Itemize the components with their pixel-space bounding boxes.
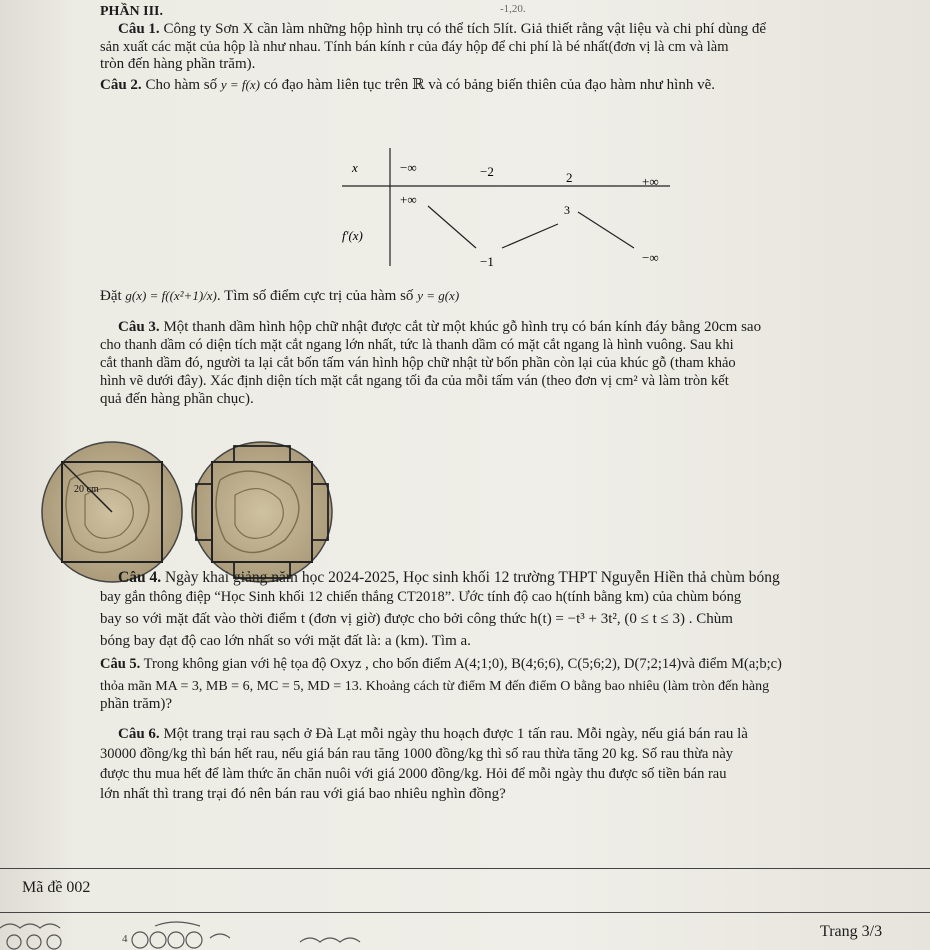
x-val-neg-inf: −∞ (400, 160, 417, 175)
q3-line-2: cho thanh dầm có diện tích mặt cắt ngang lớn nhất, tức là thanh dầm có mặt cắt ngang là hình vuông. Sau khi (100, 337, 734, 353)
q3-line-3: cắt thanh dầm đó, người ta lại cắt bốn tấm ván hình hộp chữ nhật từ bốn phần còn lại của khúc gỗ (tham khảo (100, 355, 736, 371)
q5-line-1: Câu 5. Trong không gian với hệ tọa độ Oxyz , cho bốn điểm A(4;1;0), B(4;6;6), C(5;6;2), D(7;2;14)và điểm M(a;b;c) (100, 656, 782, 672)
corner-note: -1,20. (500, 3, 526, 15)
q5-line-3: phần trăm)? (100, 696, 173, 712)
q4-line-1: Câu 4. Ngày khai giảng năm học 2024-2025, Học sinh khối 12 trường THPT Nguyễn Hiền thả chùm bóng (118, 569, 780, 586)
q2-line: Câu 2. Cho hàm số y = f(x) có đạo hàm liên tục trên ℝ và có bảng biến thiên của đạo hàm như hình vẽ. (100, 77, 715, 93)
q4-line-3: bay so với mặt đất vào thời điểm t (đơn vị giờ) được cho bởi công thức h(t) = −t³ + 3t², (0 ≤ t ≤ 3) . Chùm (100, 611, 733, 627)
q5-line-2: thỏa mãn MA = 3, MB = 6, MC = 5, MD = 13. Khoảng cách từ điểm M đến điểm O bằng bao nhiêu (làm tròn đến hàng (100, 679, 770, 694)
section-header: PHẦN III. (100, 4, 164, 19)
wood-log-figure-left (40, 440, 185, 585)
exam-code: Mã đề 002 (22, 879, 91, 896)
x-val-pos-inf: +∞ (642, 174, 659, 189)
q6-line-3: được thu mua hết để làm thức ăn chăn nuôi với giá 2000 đồng/kg. Hỏi để mỗi ngày thu được số tiền bán rau (100, 766, 727, 782)
f-val-3: 3 (564, 203, 570, 217)
q1-line-1: Câu 1. Công ty Sơn X cần làm những hộp hình trụ có thể tích 5lít. Giả thiết rằng vật liệu và chi phí dùng để (118, 21, 767, 37)
q1-line-2: sản xuất các mặt của hộp là như nhau. Tính bán kính r của đáy hộp để chi phí là bé nhất(đơn vị là cm và làm (100, 39, 729, 55)
q6-line-1: Câu 6. Một trang trại rau sạch ở Đà Lạt mỗi ngày thu hoạch được 1 tấn rau. Mỗi ngày, nếu giá bán rau là (118, 726, 748, 742)
x-val-neg2: −2 (480, 164, 494, 179)
q3-line-1: Câu 3. Một thanh dầm hình hộp chữ nhật được cắt từ một khúc gỗ hình trụ có bán kính đáy bằng 20cm sao (118, 319, 762, 335)
q1-line-3: tròn đến hàng phần trăm). (100, 56, 256, 72)
footer-rule-top (0, 868, 930, 869)
arrow-increasing (502, 224, 558, 248)
footer-rule-bottom (0, 912, 930, 913)
table-x-label: x (352, 160, 358, 175)
q3-line-5: quả đến hàng phần chục). (100, 391, 254, 407)
f-val-neg1: −1 (480, 254, 494, 269)
f-val-pos-inf: +∞ (400, 192, 417, 207)
radius-label: 20 cm (74, 484, 99, 495)
q3-line-4: hình vẽ dưới đây). Xác định diện tích mặt cắt ngang tối đa của mỗi tấm ván (theo đơn vị cm² và làm tròn kết (100, 373, 729, 389)
scribble-number: 4 (122, 933, 128, 945)
wood-log-figure-right (190, 440, 335, 585)
q4-line-2: bay gắn thông điệp “Học Sinh khối 12 chiến thắng CT2018”. Ước tính độ cao h(tính bằng km) của chùm bóng (100, 589, 742, 605)
derivative-variation-table (330, 148, 680, 273)
x-val-2: 2 (566, 170, 573, 185)
page-number: Trang 3/3 (820, 923, 883, 940)
pen-doodles (0, 918, 420, 950)
arrow-decreasing-2 (578, 212, 634, 248)
arrow-decreasing-1 (428, 206, 476, 248)
q4-line-4: bóng bay đạt độ cao lớn nhất so với mặt đất là: a (km). Tìm a. (100, 633, 471, 649)
table-fprime-label: f′(x) (342, 228, 363, 243)
f-val-neg-inf: −∞ (642, 250, 659, 265)
q2-question-line: Đặt g(x) = f((x²+1)/x). Tìm số điểm cực trị của hàm số y = g(x) (100, 288, 460, 304)
q6-line-2: 30000 đồng/kg thì bán hết rau, nếu giá bán rau tăng 1000 đồng/kg thì số rau thừa tăng 20 kg. Số rau thừa này (100, 746, 734, 762)
q6-line-4: lớn nhất thì trang trại đó nên bán rau với giá bao nhiêu nghìn đồng? (100, 786, 506, 802)
